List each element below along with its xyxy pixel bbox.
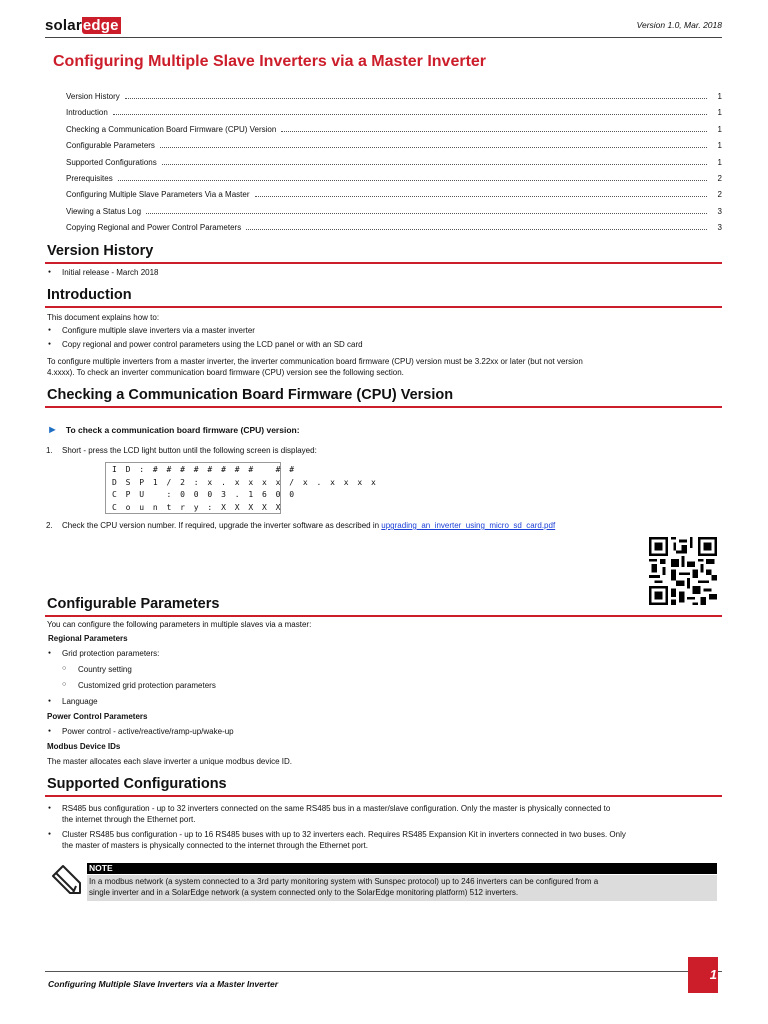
list-item: ● Language <box>48 696 98 707</box>
note-content: In a modbus network (a system connected to a 3rd party monitoring system with Sunspec protocol) up to 246 inverters can be configured from a single inverter and in a SolarEdge network (a system connected only to the SolarEdge monitoring platform) 512 inverters. <box>87 875 717 901</box>
upgrade-guide-link[interactable]: upgrading_an_inverter_using_micro_sd_card.pdf <box>381 521 556 530</box>
version-history-heading: Version History <box>47 243 154 259</box>
regional-parameters-subheading: Regional Parameters <box>48 634 128 643</box>
section-divider <box>45 615 722 617</box>
modbus-text: The master allocates each slave inverter a unique modbus device ID. <box>47 757 293 766</box>
toc-entry[interactable]: Version History 1 <box>66 92 722 101</box>
list-item: ● Configure multiple slave inverters via a master inverter <box>48 325 255 336</box>
list-item: ● Cluster RS485 bus configuration - up to 16 RS485 buses with up to 32 inverters each. Requires RS485 Expansion Kit in inverters connected in two buses. Only the master of masters is physically connected to the internet through the Ethernet port. <box>48 829 626 851</box>
section-divider <box>45 262 722 264</box>
intro-lead: This document explains how to: <box>47 313 160 322</box>
modbus-subheading: Modbus Device IDs <box>47 742 121 751</box>
table-of-contents <box>66 92 722 240</box>
list-item: ● RS485 bus configuration - up to 32 inverters connected on the same RS485 bus in a master/slave configuration. Only the master is physically connected to the internet through the Ethernet port. <box>48 803 610 825</box>
qr-code <box>649 537 717 605</box>
configurable-parameters-heading: Configurable Parameters <box>47 596 220 612</box>
play-arrow-icon: ► <box>47 424 58 436</box>
note-label: NOTE <box>87 863 717 874</box>
solaredge-logo: solaredge <box>45 17 119 34</box>
configurable-lead: You can configure the following parameters in multiple slaves via a master: <box>47 620 312 629</box>
toc-entry[interactable]: Copying Regional and Power Control Parameters 3 <box>66 223 722 233</box>
toc-entry[interactable]: Configurable Parameters 1 <box>66 141 722 151</box>
procedure-heading: ► To check a communication board firmware (CPU) version: <box>47 424 300 436</box>
toc-entry[interactable]: Introduction 1 <box>66 108 722 118</box>
checking-firmware-heading: Checking a Communication Board Firmware (CPU) Version <box>47 387 454 403</box>
footer-divider <box>45 971 722 972</box>
header-divider <box>45 37 722 38</box>
note-pencil-icon <box>50 864 84 898</box>
introduction-heading: Introduction <box>47 287 132 303</box>
toc-entry[interactable]: Viewing a Status Log 3 <box>66 206 722 216</box>
power-control-subheading: Power Control Parameters <box>47 712 148 721</box>
intro-paragraph-line: 4.xxxx). To check an inverter communication board firmware (CPU) version see the following section. <box>47 368 404 377</box>
version-label: Version 1.0, Mar. 2018 <box>636 20 722 30</box>
section-divider <box>45 306 722 308</box>
sub-list-item: ○ Country setting <box>62 664 132 675</box>
section-divider <box>45 406 722 408</box>
intro-paragraph-line: To configure multiple inverters from a master inverter, the inverter communication board firmware (CPU) version must be 3.22xx or later (but not version <box>47 357 583 366</box>
toc-entry[interactable]: Prerequisites 2 <box>66 173 722 183</box>
list-item: ● Power control - active/reactive/ramp-up/wake-up <box>48 726 234 737</box>
supported-configurations-heading: Supported Configurations <box>47 776 227 792</box>
list-item: ● Grid protection parameters: <box>48 648 159 659</box>
toc-entry[interactable]: Supported Configurations 1 <box>66 157 722 167</box>
list-item: ● Copy regional and power control parameters using the LCD panel or with an SD card <box>48 339 363 350</box>
list-item: ● Initial release - March 2018 <box>48 267 159 278</box>
page-number: 1 <box>688 957 718 993</box>
step-2: 2. Check the CPU version number. If required, upgrade the inverter software as described in upgrading_an_inverter_using_micro_sd_card.pdf <box>46 521 556 530</box>
lcd-screen: I D : # # # # # # # # # # D S P 1 / 2 : x . x x x x / x . x x x x C P U : 0 0 0 3 . 1 6 0 0 C o u n t r y : X X X X X <box>105 462 281 514</box>
document-title: Configuring Multiple Slave Inverters via a Master Inverter <box>53 53 487 70</box>
step-1: 1. Short - press the LCD light button until the following screen is displayed: <box>46 446 317 455</box>
section-divider <box>45 795 722 797</box>
toc-entry[interactable]: Checking a Communication Board Firmware (CPU) Version 1 <box>66 124 722 134</box>
sub-list-item: ○ Customized grid protection parameters <box>62 680 216 691</box>
toc-entry[interactable]: Configuring Multiple Slave Parameters Via a Master 2 <box>66 190 722 200</box>
footer-title: Configuring Multiple Slave Inverters via a Master Inverter <box>48 979 279 989</box>
